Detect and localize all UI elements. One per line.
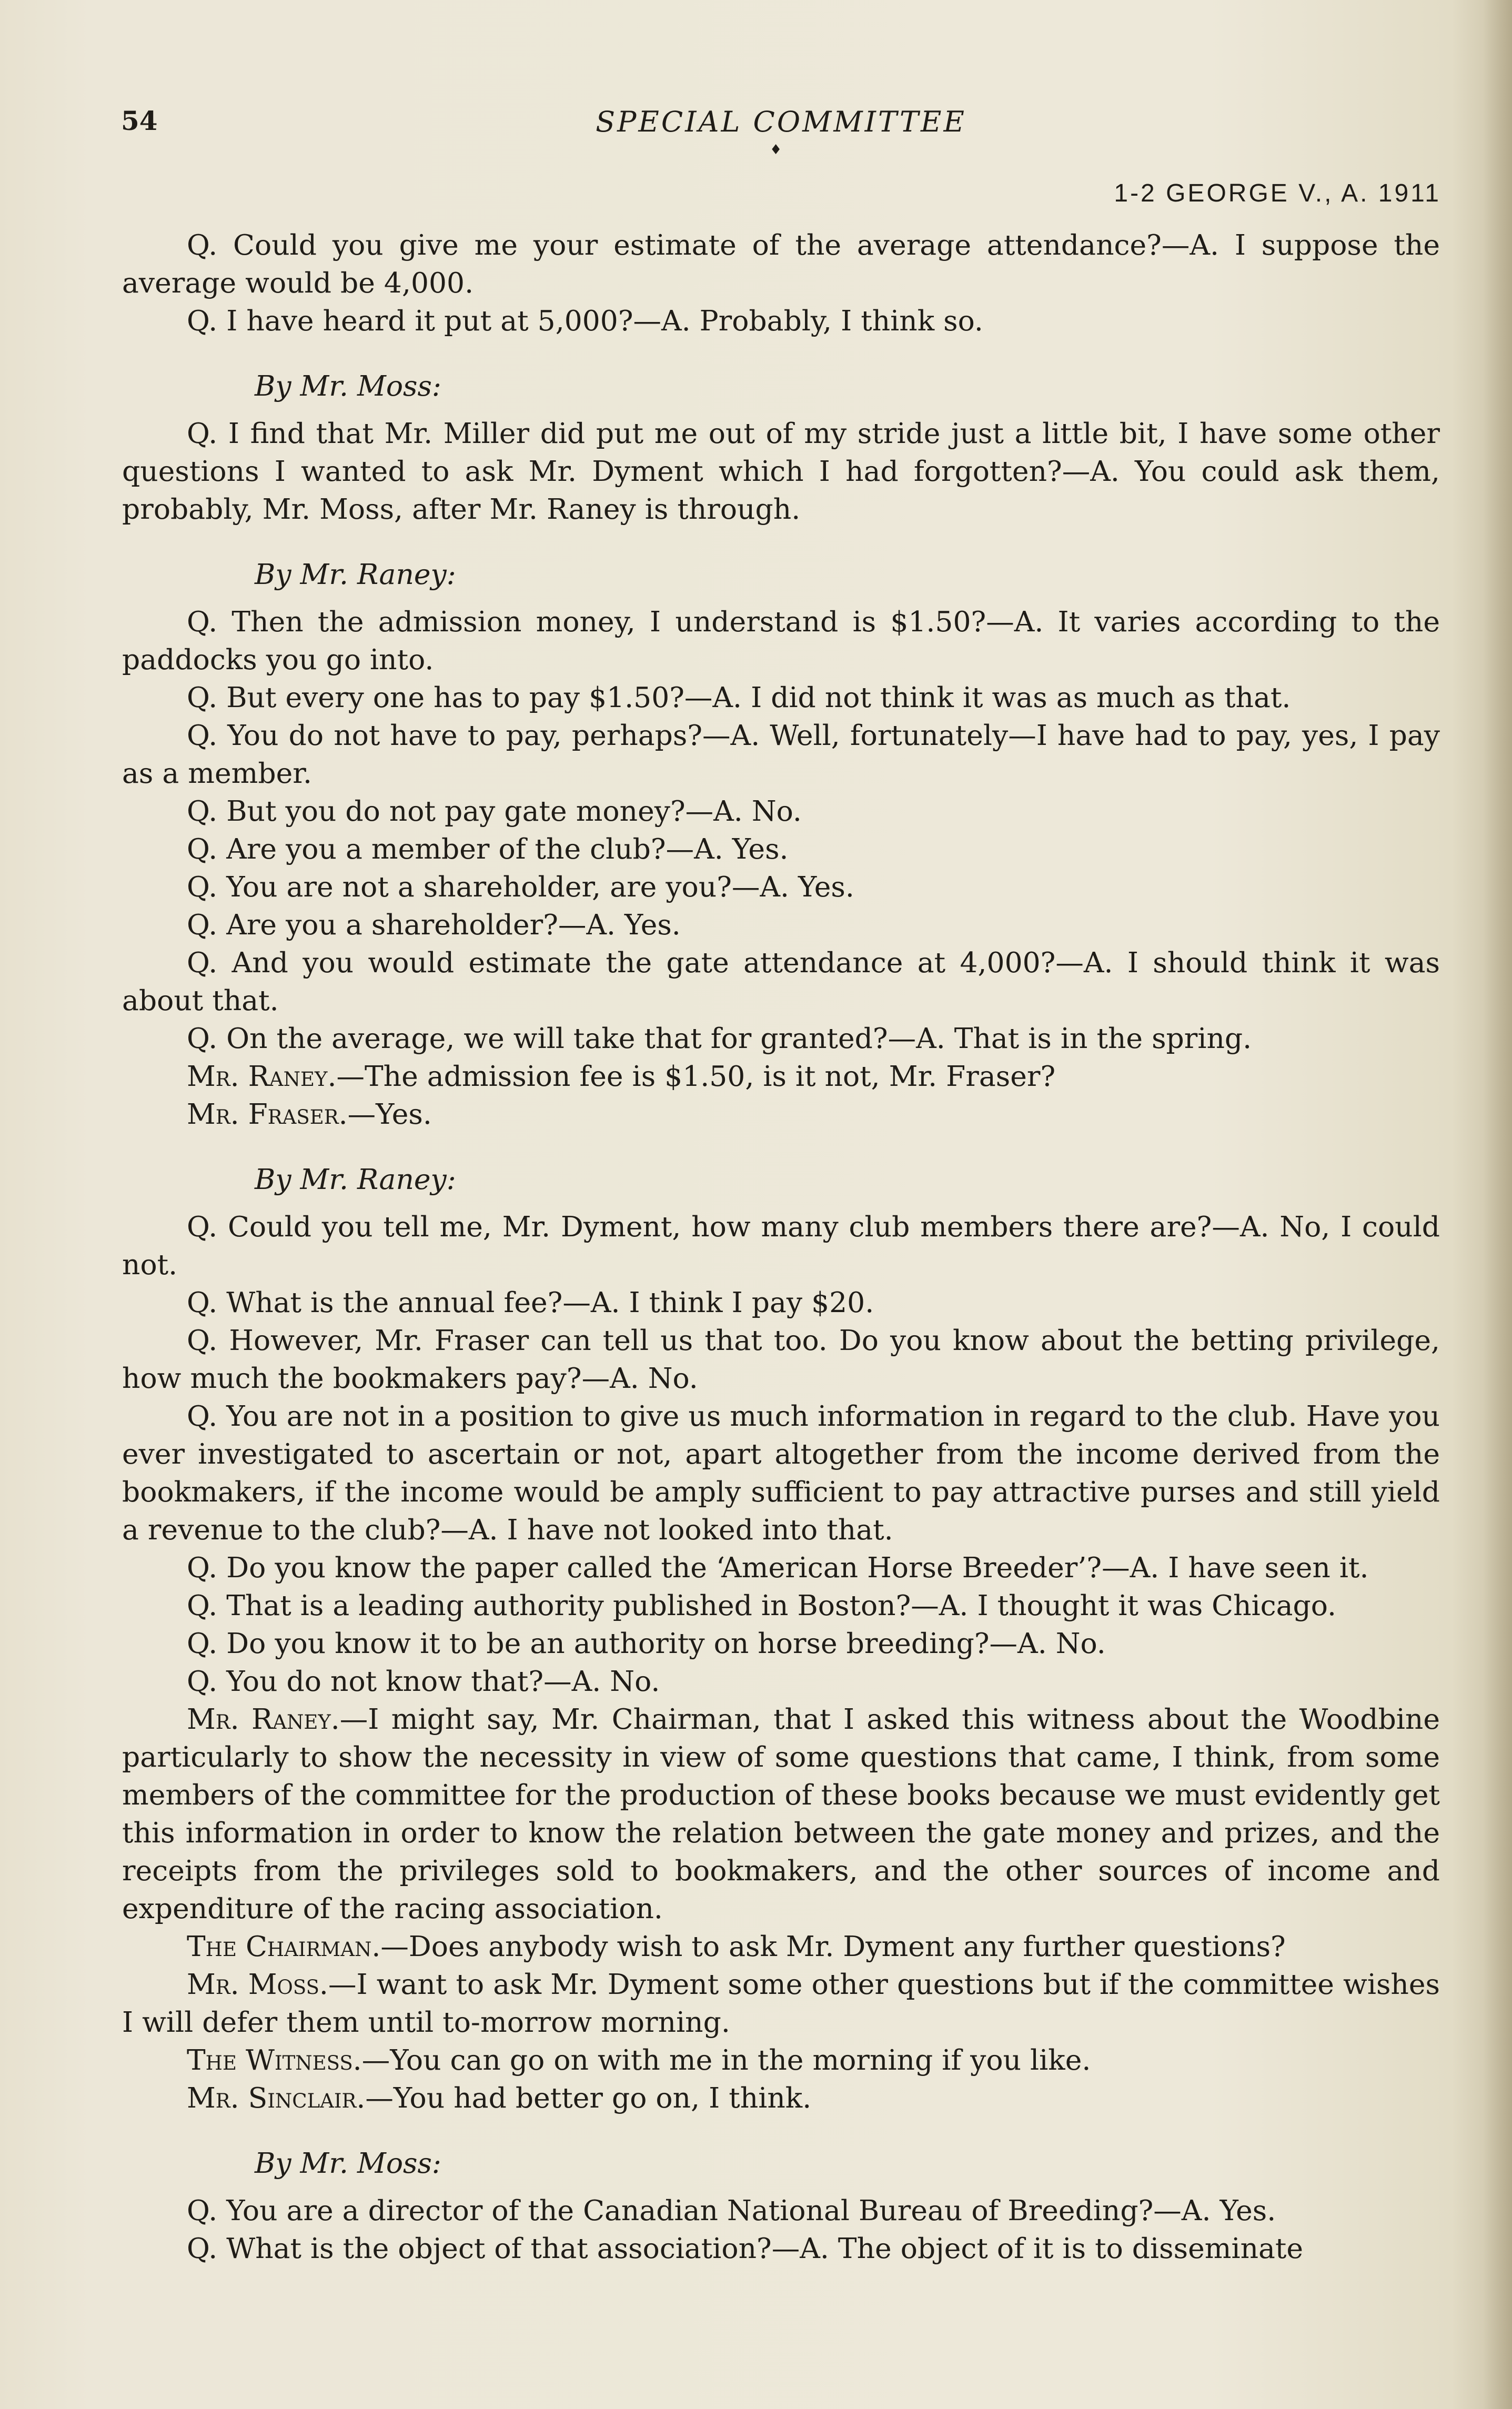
question-answer-paragraph: Q. However, Mr. Fraser can tell us that too. Do you know about the betting privilege, how much the bookmakers pay?—A. No. [122, 1324, 1440, 1395]
question-answer-paragraph: Q. You are not a shareholder, are you?—A. Yes. [187, 870, 854, 903]
question-answer-paragraph: Q. Could you give me your estimate of the average attendance?—A. I suppose the average would be 4,000. [122, 228, 1440, 299]
question-answer-paragraph: Q. You do not know that?—A. No. [187, 1665, 660, 1698]
question-answer-paragraph: Q. I find that Mr. Miller did put me out of my stride just a little bit, I have some other questions I wanted to ask Mr. Dyment which I had forgotten?—A. You could ask them, probably, Mr. Moss, after Mr. Raney is through. [122, 417, 1440, 526]
running-title: SPECIAL COMMITTEE [596, 105, 966, 138]
examiner-heading: By Mr. Moss: [255, 2146, 441, 2180]
speaker-name: Mr. Moss. [187, 1968, 328, 2001]
speaker-name: Mr. Raney. [187, 1060, 337, 1093]
page-number: 54 [121, 105, 158, 136]
speaker-statement [122, 1928, 1440, 1965]
speaker-statement [122, 2041, 1440, 2079]
statement-text: —You can go on with me in the morning if you like. [361, 2043, 1091, 2077]
speaker-statement [122, 1965, 1440, 2041]
statement-text: —Yes. [347, 1097, 432, 1131]
question-answer-paragraph: Q. And you would estimate the gate attendance at 4,000?—A. I should think it was about that. [122, 946, 1440, 1017]
question-answer-paragraph: Q. I have heard it put at 5,000?—A. Probably, I think so. [187, 304, 983, 337]
statement-text: —The admission fee is $1.50, is it not, Mr. Fraser? [336, 1060, 1056, 1093]
question-answer-paragraph: Q. Could you tell me, Mr. Dyment, how many club members there are?—A. No, I could not. [122, 1210, 1440, 1281]
question-answer-paragraph: Q. You are a director of the Canadian National Bureau of Breeding?—A. Yes. [187, 2194, 1276, 2227]
transcript-body [122, 226, 1440, 2267]
question-answer-paragraph: Q. You are not in a position to give us much information in regard to the club. Have you ever investigated to ascertain or not, apart altogether from the income derived from the bookmakers, if the income would be amply sufficient to pay attractive purses and still yield a revenue to the club?—A. I have not looked into that. [122, 1399, 1440, 1546]
examiner-heading: By Mr. Moss: [255, 369, 441, 402]
question-answer-paragraph: Q. Are you a shareholder?—A. Yes. [187, 908, 681, 941]
question-answer-paragraph: Q. Are you a member of the club?—A. Yes. [187, 832, 789, 865]
speaker-statement [122, 1095, 1440, 1133]
speaker-statement [122, 2079, 1440, 2117]
statement-text: —You had better go on, I think. [365, 2081, 812, 2114]
ornament-icon: ♦ [770, 142, 782, 158]
statement-text: —Does anybody wish to ask Mr. Dyment any further questions? [380, 1930, 1286, 1963]
statement-text: —I might say, Mr. Chairman, that I asked this witness about the Woodbine particularly to show the necessity in view of some questions that came, I think, from some members of the committee for the production of these books because we must evidently get this information in order to know the relation between the gate money and prizes, and the receipts from the privileges sold to bookmakers, and the other sources of income and expenditure of the racing association. [122, 1702, 1440, 1925]
question-answer-paragraph: Q. Do you know the paper called the ‘American Horse Breeder’?—A. I have seen it. [187, 1551, 1369, 1584]
binding-edge [1483, 0, 1512, 2409]
speaker-name: Mr. Sinclair. [187, 2081, 366, 2114]
question-answer-paragraph: Q. On the average, we will take that for granted?—A. That is in the spring. [187, 1022, 1252, 1055]
speaker-name: The Chairman. [187, 1930, 381, 1963]
session-reference: 1-2 GEORGE V., A. 1911 [1114, 179, 1441, 207]
speaker-name: Mr. Raney. [187, 1702, 340, 1736]
speaker-name: Mr. Fraser. [187, 1097, 348, 1131]
examiner-heading: By Mr. Raney: [255, 558, 456, 591]
question-answer-paragraph: Q. But you do not pay gate money?—A. No. [187, 794, 802, 828]
speaker-statement [122, 1057, 1440, 1095]
examiner-heading: By Mr. Raney: [255, 1163, 456, 1196]
question-answer-paragraph: Q. Do you know it to be an authority on horse breeding?—A. No. [187, 1627, 1106, 1660]
question-answer-paragraph: Q. That is a leading authority published in Boston?—A. I thought it was Chicago. [187, 1589, 1337, 1622]
speaker-name: The Witness. [187, 2043, 362, 2077]
question-answer-paragraph: Q. You do not have to pay, perhaps?—A. Well, fortunately—I have had to pay, yes, I pay as a member. [122, 719, 1440, 790]
speaker-statement [122, 1700, 1440, 1928]
statement-text: —I want to ask Mr. Dyment some other questions but if the committee wishes I will defer them until to-morrow morning. [122, 1968, 1440, 2039]
question-answer-paragraph: Q. What is the annual fee?—A. I think I pay $20. [187, 1286, 874, 1319]
question-answer-paragraph: Q. Then the admission money, I understand is $1.50?—A. It varies according to the paddocks you go into. [122, 605, 1440, 676]
page-header [121, 105, 1441, 147]
question-answer-paragraph: Q. But every one has to pay $1.50?—A. I did not think it was as much as that. [187, 681, 1291, 714]
question-answer-paragraph: Q. What is the object of that association?—A. The object of it is to disseminate [187, 2232, 1304, 2265]
